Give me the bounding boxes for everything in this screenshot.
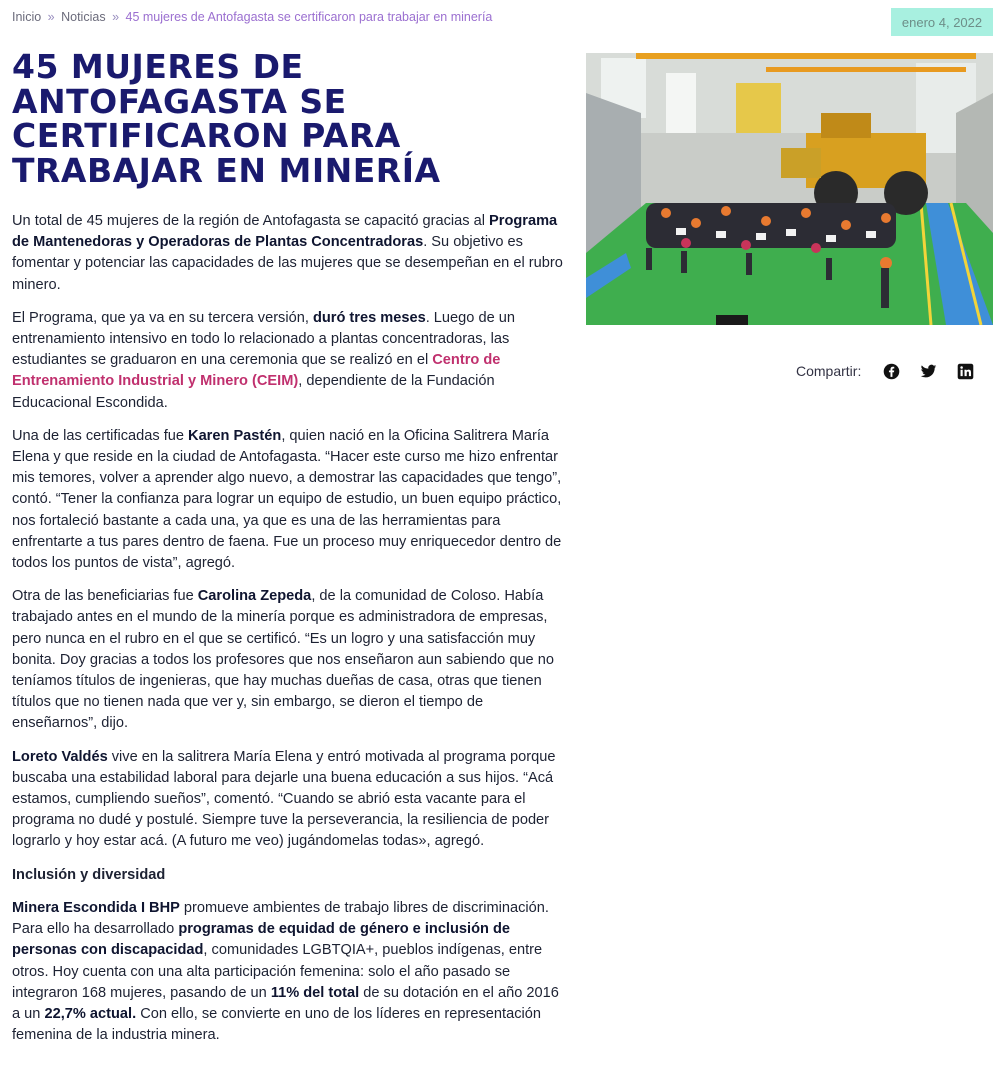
article-photo <box>586 53 993 325</box>
breadcrumb-separator: » <box>47 10 55 24</box>
mining-workshop-photo <box>586 53 993 325</box>
share-bar <box>796 360 974 382</box>
twitter-icon[interactable] <box>920 363 937 380</box>
date-badge: enero 4, 2022 <box>891 8 993 36</box>
breadcrumb-news-link[interactable]: Noticias <box>61 10 106 24</box>
article-body <box>12 211 570 1058</box>
paragraph: Una de las certificadas fue Karen Pastén, quien nació en la Oficina Salitrera María Elena y que reside en la ciudad de Antofagasta. “Hacer este curso me hizo enfrentar mis temores, volver a aprender algo nuevo, a demostrar las capacidades que tengo”, contó. “Tener la confianza para lograr un equipo de estudio, un buen equipo práctico, nos fortaleció bastante a cada una, ya que es una de las herramientas para enfrentarte a tus pares dentro de faena. Fue un proceso muy enriquecedor dentro de todos los puntos de vista”, agregó. <box>12 427 562 572</box>
linkedin-icon[interactable] <box>957 363 974 380</box>
paragraph: Un total de 45 mujeres de la región de Antofagasta se capacitó gracias al Programa de Mantenedoras y Operadoras de Plantas Concentradoras. Su objetivo es fomentar y potenciar las capacidades de las mujeres que se desempeñan en el rubro minero. <box>12 213 563 293</box>
page-title: 45 MUJERES DE ANTOFAGASTA SE CERTIFICARON PARA TRABAJAR EN MINERÍA <box>12 47 441 190</box>
section-subheading: Inclusión y diversidad <box>12 866 166 883</box>
ceim-link[interactable]: Centro de Entrenamiento Industrial y Minero (CEIM) <box>12 352 501 390</box>
breadcrumb-separator: » <box>112 10 120 24</box>
paragraph: Otra de las beneficiarias fue Carolina Zepeda, de la comunidad de Coloso. Había trabajado antes en el mundo de la minería porque es administradora de empresas, pero nunca en el rubro en el que se certificó. “Es un logro y una satisfacción muy bonita. Doy gracias a todos los profesores que nos enseñaron aun sabiendo que no teníamos títulos de ingenieras, que hay muchas dueñas de casa, otras que tienen títulos que no tienen nada que ver y, sin embargo, se dieron el tiempo de enseñarnos”, dijo. <box>12 588 554 732</box>
paragraph: Loreto Valdés vive en la salitrera María Elena y entró motivada al programa porque buscaba una estabilidad laboral para dejarle una buena educación a sus hijos. “Acá estamos, cumpliendo sueños”, comentó. “Cuando se abrió esta vacante para el programa no dudé y postulé. Siempre tuve la perseverancia, la resiliencia de poder lograrlo y hoy estar acá. (A futuro me veo) jugándomelas todas», agregó. <box>12 748 556 850</box>
breadcrumb-home-link[interactable]: Inicio <box>12 10 42 24</box>
paragraph: El Programa, que ya va en su tercera versión, duró tres meses. Luego de un entrenamiento intensivo en todo lo relacionado a plantas concentradoras, las estudiantes se graduaron en una ceremonia que se realizó en el Centro de Entrenamiento Industrial y Minero (CEIM), dependiente de la Fundación Educacional Escondida. <box>12 309 515 411</box>
share-label: Compartir: <box>796 363 862 379</box>
facebook-icon[interactable] <box>883 363 900 380</box>
breadcrumb <box>12 10 492 24</box>
breadcrumb-current: 45 mujeres de Antofagasta se certificaron para trabajar en minería <box>125 10 493 24</box>
paragraph: Minera Escondida I BHP promueve ambientes de trabajo libres de discriminación. Para ello ha desarrollado programas de equidad de género e inclusión de personas con discapacidad, comunidades LGBTQIA+, pueblos indígenas, entre otros. Hoy cuenta con una alta participación femenina: solo el año pasado se integraron 168 mujeres, pasando de un 11% del total de su dotación en el año 2016 a un 22,7% actual. Con ello, se convierte en uno de los líderes en representación femenina de la industria minera. <box>12 899 559 1044</box>
